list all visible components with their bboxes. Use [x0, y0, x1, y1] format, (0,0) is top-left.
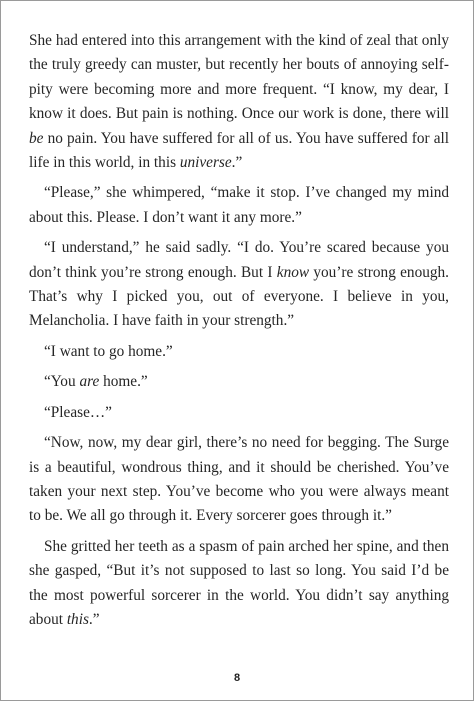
- text-span: “Please…”: [44, 403, 112, 421]
- text-span: no pain. You have suffered for all of us. You have suffered for all life in this world, in this: [29, 129, 449, 172]
- text-span: .”: [231, 154, 243, 172]
- paragraph-7: [29, 431, 449, 529]
- paragraph-8: [29, 535, 449, 633]
- page-number: 8: [233, 672, 241, 684]
- paragraph-1: [29, 29, 449, 175]
- text-span: “I understand,” he said sadly. “I do. You’re scared because you don’t think you’re strong enough. But I: [29, 239, 449, 281]
- text-span: you’re strong enough. That’s why I picked you, out of everyone. I believe in you, Melancholia. I have faith in your strength.”: [29, 263, 449, 330]
- italic-span: are: [79, 373, 100, 391]
- text-span: “You: [44, 373, 80, 391]
- paragraph-5: [29, 370, 449, 394]
- text-span: She had entered into this arrangement with the kind of zeal that only the truly greedy can muster, but recently her bouts of annoying self-pity were becoming more and more frequent. “I know, my dear, I know it does. But pain is nothing. Once our work is done, there will: [29, 32, 449, 123]
- text-span: “Please,” she whimpered, “make it stop. I’ve changed my mind about this. Please. I don’t want it any more.”: [29, 184, 449, 226]
- paragraph-2: [29, 181, 449, 230]
- text-span: “I want to go home.”: [44, 342, 173, 360]
- italic-span: know: [276, 263, 310, 281]
- body-text: [29, 29, 449, 638]
- italic-span: this: [66, 610, 89, 628]
- text-span: “Now, now, my dear girl, there’s no need for begging. The Surge is a beautiful, wondrous thing, and it should be cherished. You’ve taken your next step. You’ve become who you were always meant to be. We all go through it. Every sorcerer goes through it.”: [29, 434, 449, 525]
- italic-span: be: [29, 129, 44, 147]
- text-span: She gritted her teeth as a spasm of pain arched her spine, and then she gasped, “But it’s not supposed to last so long. You said I’d be the most powerful sorcerer in the world. You didn’t say anything about: [29, 537, 449, 628]
- paragraph-6: [29, 401, 449, 425]
- paragraph-3: [29, 236, 449, 334]
- text-span: home.”: [99, 373, 148, 391]
- italic-span: universe: [179, 154, 232, 172]
- paragraph-4: [29, 340, 449, 364]
- text-span: .”: [88, 610, 100, 628]
